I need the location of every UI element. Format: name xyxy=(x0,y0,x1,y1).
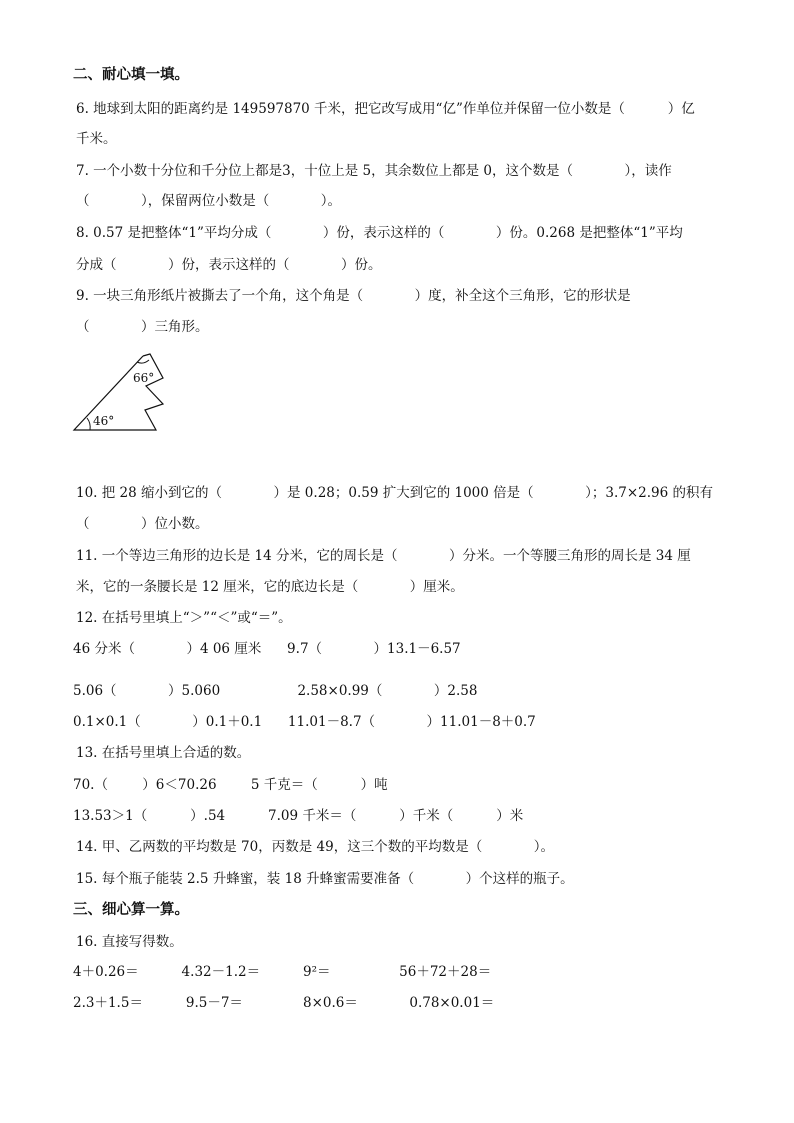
section-title-3: 三、细心算一算。 xyxy=(73,901,189,918)
q14-line: 14. 甲、乙两数的平均数是 70，丙数是 49，这三个数的平均数是（ ）。 xyxy=(76,839,554,855)
q16-row-1: 4＋0.26＝ 4.32－1.2＝ 9²＝ 56＋72＋28＝ xyxy=(73,964,492,980)
q12-title: 12. 在括号里填上“＞”“＜”或“＝”。 xyxy=(76,610,292,626)
angle-arc-bottom xyxy=(87,418,90,430)
angle-label-bottom: 46° xyxy=(93,414,115,428)
q16-row-2: 2.3＋1.5＝ 9.5－7＝ 8×0.6＝ 0.78×0.01＝ xyxy=(73,995,495,1011)
q13-row-1: 70.（ ）6＜70.26 5 千克＝（ ）吨 xyxy=(73,777,388,793)
q12-row-2: 5.06（ ）5.060 2.58×0.99（ ）2.58 xyxy=(73,683,478,699)
q15-line: 15. 每个瓶子能装 2.5 升蜂蜜，装 18 升蜂蜜需要准备（ ）个这样的瓶子。 xyxy=(76,871,574,887)
q10-line-2: （ ）位小数。 xyxy=(76,516,209,532)
q6-line-2: 千米。 xyxy=(76,131,117,147)
q12-row-1: 46 分米（ ）4 06 厘米 9.7（ ）13.1－6.57 xyxy=(73,641,461,657)
q16-title: 16. 直接写得数。 xyxy=(76,934,183,950)
q13-row-2: 13.53＞1（ ）.54 7.09 千米＝（ ）千米（ ）米 xyxy=(73,808,524,824)
q13-title: 13. 在括号里填上合适的数。 xyxy=(76,745,251,761)
q11-line-1: 11. 一个等边三角形的边长是 14 分米，它的周长是（ ）分米。一个等腰三角形的周长是 34 厘 xyxy=(76,548,691,564)
q12-row-3: 0.1×0.1（ ）0.1＋0.1 11.01－8.7（ ）11.01－8＋0.7 xyxy=(73,714,536,730)
q7-line-1: 7. 一个小数十分位和千分位上都是3，十位上是 5，其余数位上都是 0，这个数是（ ），读作 xyxy=(76,163,672,179)
q9-line-2: （ ）三角形。 xyxy=(76,319,209,335)
torn-triangle-figure xyxy=(70,346,180,436)
q7-line-2: （ ），保留两位小数是（ ）。 xyxy=(76,193,341,209)
angle-label-top: 66° xyxy=(133,371,155,385)
q8-line-1: 8. 0.57 是把整体“1”平均分成（ ）份，表示这样的（ ）份。0.268 是把整体“1”平均 xyxy=(76,225,683,241)
q9-line-1: 9. 一块三角形纸片被撕去了一个角，这个角是（ ）度，补全这个三角形，它的形状是 xyxy=(76,288,631,304)
q6-line-1: 6. 地球到太阳的距离约是 149597870 千米，把它改写成用“亿”作单位并保留一位小数是（ ）亿 xyxy=(76,101,695,117)
q11-line-2: 米，它的一条腰长是 12 厘米，它的底边长是（ ）厘米。 xyxy=(76,579,464,595)
section-title-2: 二、耐心填一填。 xyxy=(73,66,189,83)
q10-line-1: 10. 把 28 缩小到它的（ ）是 0.28；0.59 扩大到它的 1000 倍是（ ）；3.7×2.96 的积有 xyxy=(76,485,714,501)
q8-line-2: 分成（ ）份，表示这样的（ ）份。 xyxy=(76,257,382,273)
torn-triangle-svg xyxy=(70,346,180,436)
